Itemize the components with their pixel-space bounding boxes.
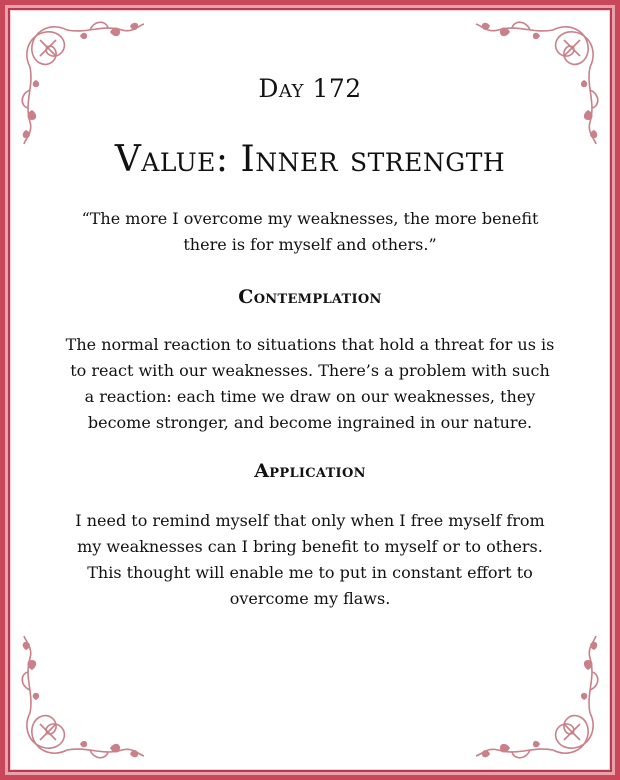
contemplation-heading: Contemplation	[238, 286, 382, 308]
quote-text: “The more I overcome my weaknesses, the more benefit there is for myself and others.”	[81, 209, 539, 254]
corner-ornament-bottom-right	[468, 628, 608, 768]
card	[8, 8, 612, 772]
application-text: I need to remind myself that only when I free myself from my weaknesses can I bring benefit to myself or to others. This thought will enable me to put in constant effort to overcome my flaws.	[75, 511, 545, 608]
card-content	[58, 10, 562, 612]
application-heading: Application	[254, 460, 366, 482]
corner-ornament-bottom-left	[12, 628, 152, 768]
decorative-border	[5, 5, 615, 775]
day-label: Day 172	[258, 74, 362, 103]
value-title: Value: Inner strength	[114, 139, 506, 180]
contemplation-text: The normal reaction to situations that hold a threat for us is to react with our weaknesses. There’s a problem with such a reaction: each time we draw on our weaknesses, they become stronger, and become ingrained in our nature.	[65, 335, 555, 432]
